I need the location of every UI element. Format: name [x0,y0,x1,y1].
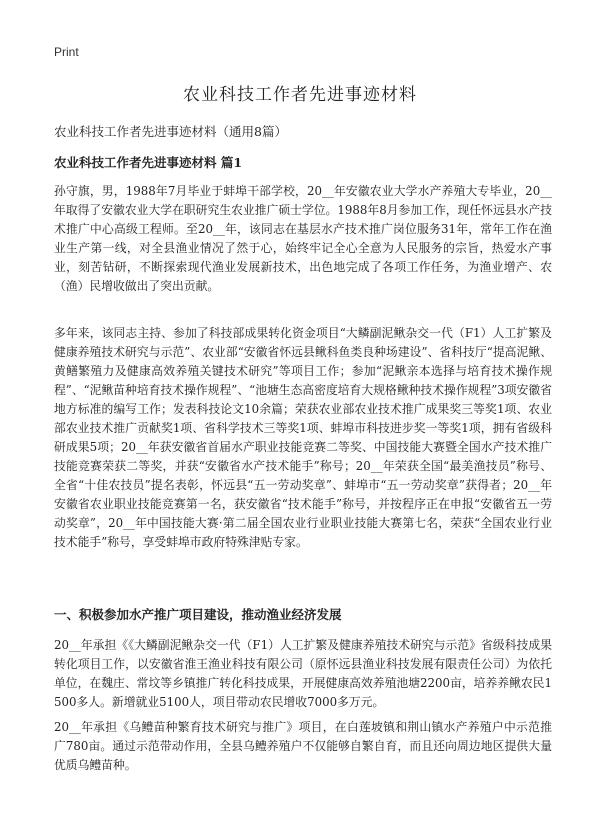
print-link[interactable]: Print [54,45,79,59]
paragraph-2: 多年来，该同志主持、参加了科技部成果转化资金项目“大鳞副泥鳅杂交一代（F1）人工扩繁及健康养殖技术研究与示范”、农业部“安徽省怀远县鳅科鱼类良种场建设”、省科技厅“提高泥鳅、黄鳝繁殖力及健康高效养殖关键技术研究”等项目工作；参加“泥鳅亲本选择与培育技术操作规程”、“泥鳅苗种培育技术操作规程”、“池塘生态高密度培育大规格鳅种技术操作规程”3项安徽省地方标准的编写工作；发表科技论文10余篇；荣获农业部农业技术推广成果奖三等奖1项、农业部农业技术推广贡献奖1项、省科学技术三等奖1项、蚌埠市科技进步奖一等奖1项，拥有省级科研成果5项；20__年获安徽省首届水产职业技能竞赛二等奖、中国技能大赛暨全国水产技术推广技能竞赛荣获二等奖，并获“安徽省水产技术能手”称号；20__年荣获全国“最美渔技员”称号、全省“十佳农技员”提名表彰，怀远县“五一劳动奖章”、蚌埠市“五一劳动奖章”获得者；20__年安徽省农业职业技能竞赛第一名，获安徽省“技术能手”称号，并按程序正在申报“安徽省五一劳动奖章”，20__年中国技能大赛·第二届全国农业行业职业技能大赛第七名，荣获“全国农业行业技术能手”称号，享受蚌埠市政府特殊津贴专家。 [54,326,552,549]
page-title: 农业科技工作者先进事迹材料 [183,85,417,105]
document-subtitle: 农业科技工作者先进事迹材料（通用8篇） [54,124,287,139]
paragraph-4: 20__年承担《乌鳢苗种繁育技术研究与推广》项目，在白莲坡镇和荆山镇水产养殖户中示范推广780亩。通过示范带动作用，全县乌鳢养殖户不仅能够自繁自育，而且还向周边地区提供大量优质乌鳢苗种。 [54,720,552,772]
paragraph-1: 孙守旗，男，1988年7月毕业于蚌埠干部学校，20__年安徽农业大学水产养殖大专毕业，20__年取得了安徽农业大学在职研究生农业推广硕士学位。1988年8月参加工作，现任怀远县水产技术推广中心高级工程师。至20__年，该同志在基层水产技术推广岗位服务31年，常年工作在渔业生产第一线，对全县渔业情况了然于心，始终牢记全心全意为人民服务的宗旨，热爱水产事业，刻苦钻研，不断探索现代渔业发展新技术，出色地完成了各项工作任务，为渔业增产、农（渔）民增收做出了突出贡献。 [54,184,552,293]
paragraph-3: 20__年承担《《大鳞副泥鳅杂交一代（F1）人工扩繁及健康养殖技术研究与示范》省级科技成果转化项目工作，以安徽省淮王渔业科技有限公司（原怀远县渔业科技发展有限责任公司）为依托单位，在魏庄、常坟等乡镇推广转化科技成果，开展健康高效养殖池塘2200亩，培养养鳅农民1500多人。新增就业5100人，项目带动农民增收7000多万元。 [54,638,552,709]
section-heading-1: 农业科技工作者先进事迹材料 篇1 [54,155,243,170]
section-heading-2: 一、积极参加水产推广项目建设，推动渔业经济发展 [54,607,342,622]
